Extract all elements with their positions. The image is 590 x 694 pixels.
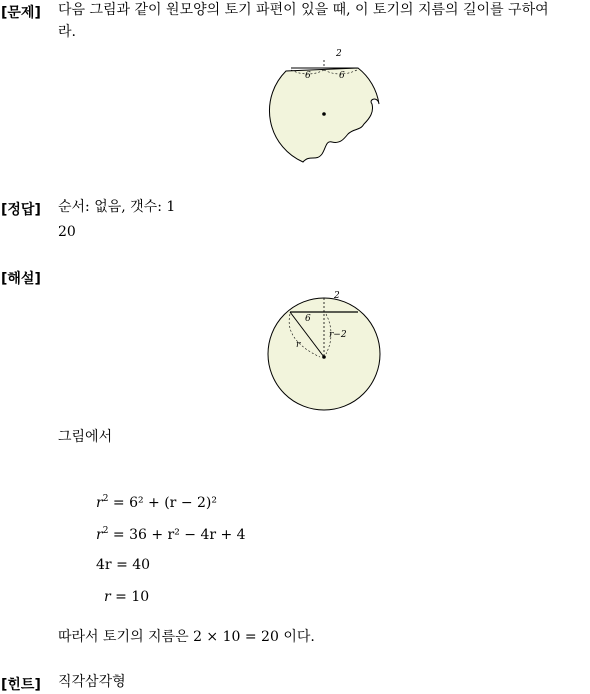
r-minus-2-label: r−2 (329, 330, 347, 340)
sagitta-label: 2 (336, 49, 342, 59)
hint-label: [힌트] (1, 677, 41, 693)
problem-text-line2: 라. (58, 24, 76, 40)
explanation-label: [해설] (1, 271, 41, 287)
explanation-conclusion: 따라서 토기의 지름은 2 × 10 = 20 이다. (58, 629, 315, 645)
sagitta-label: 2 (334, 291, 340, 301)
problem-text-line1: 다음 그림과 같이 원모양의 토기 파편이 있을 때, 이 토기의 지름의 길이를 구하여 (58, 2, 549, 18)
answer-label: [정답] (1, 202, 41, 218)
left-half-label: 6 (305, 71, 311, 81)
half-chord-label: 6 (305, 314, 311, 324)
equation-3: 4r = 40 (96, 557, 151, 573)
answer-value: 20 (58, 224, 76, 240)
equation-2: $r^2 = 36 + r^2 - 4r + 4$ (96, 526, 246, 543)
center-dot (322, 355, 326, 359)
equation-1: $r^2 = 6^2 + (r - 2)^2$ (96, 494, 217, 511)
explanation-figure (262, 288, 386, 416)
problem-label: [문제] (1, 5, 41, 21)
hint-text: 직각삼각형 (58, 674, 126, 690)
radius-label: r (296, 340, 301, 350)
center-dot (322, 112, 326, 116)
problem-figure (260, 44, 390, 168)
answer-meta: 순서: 없음, 갯수: 1 (58, 199, 176, 215)
equation-4: r = 10 (104, 589, 150, 605)
right-half-label: 6 (339, 71, 345, 81)
explanation-intro: 그림에서 (58, 429, 113, 445)
